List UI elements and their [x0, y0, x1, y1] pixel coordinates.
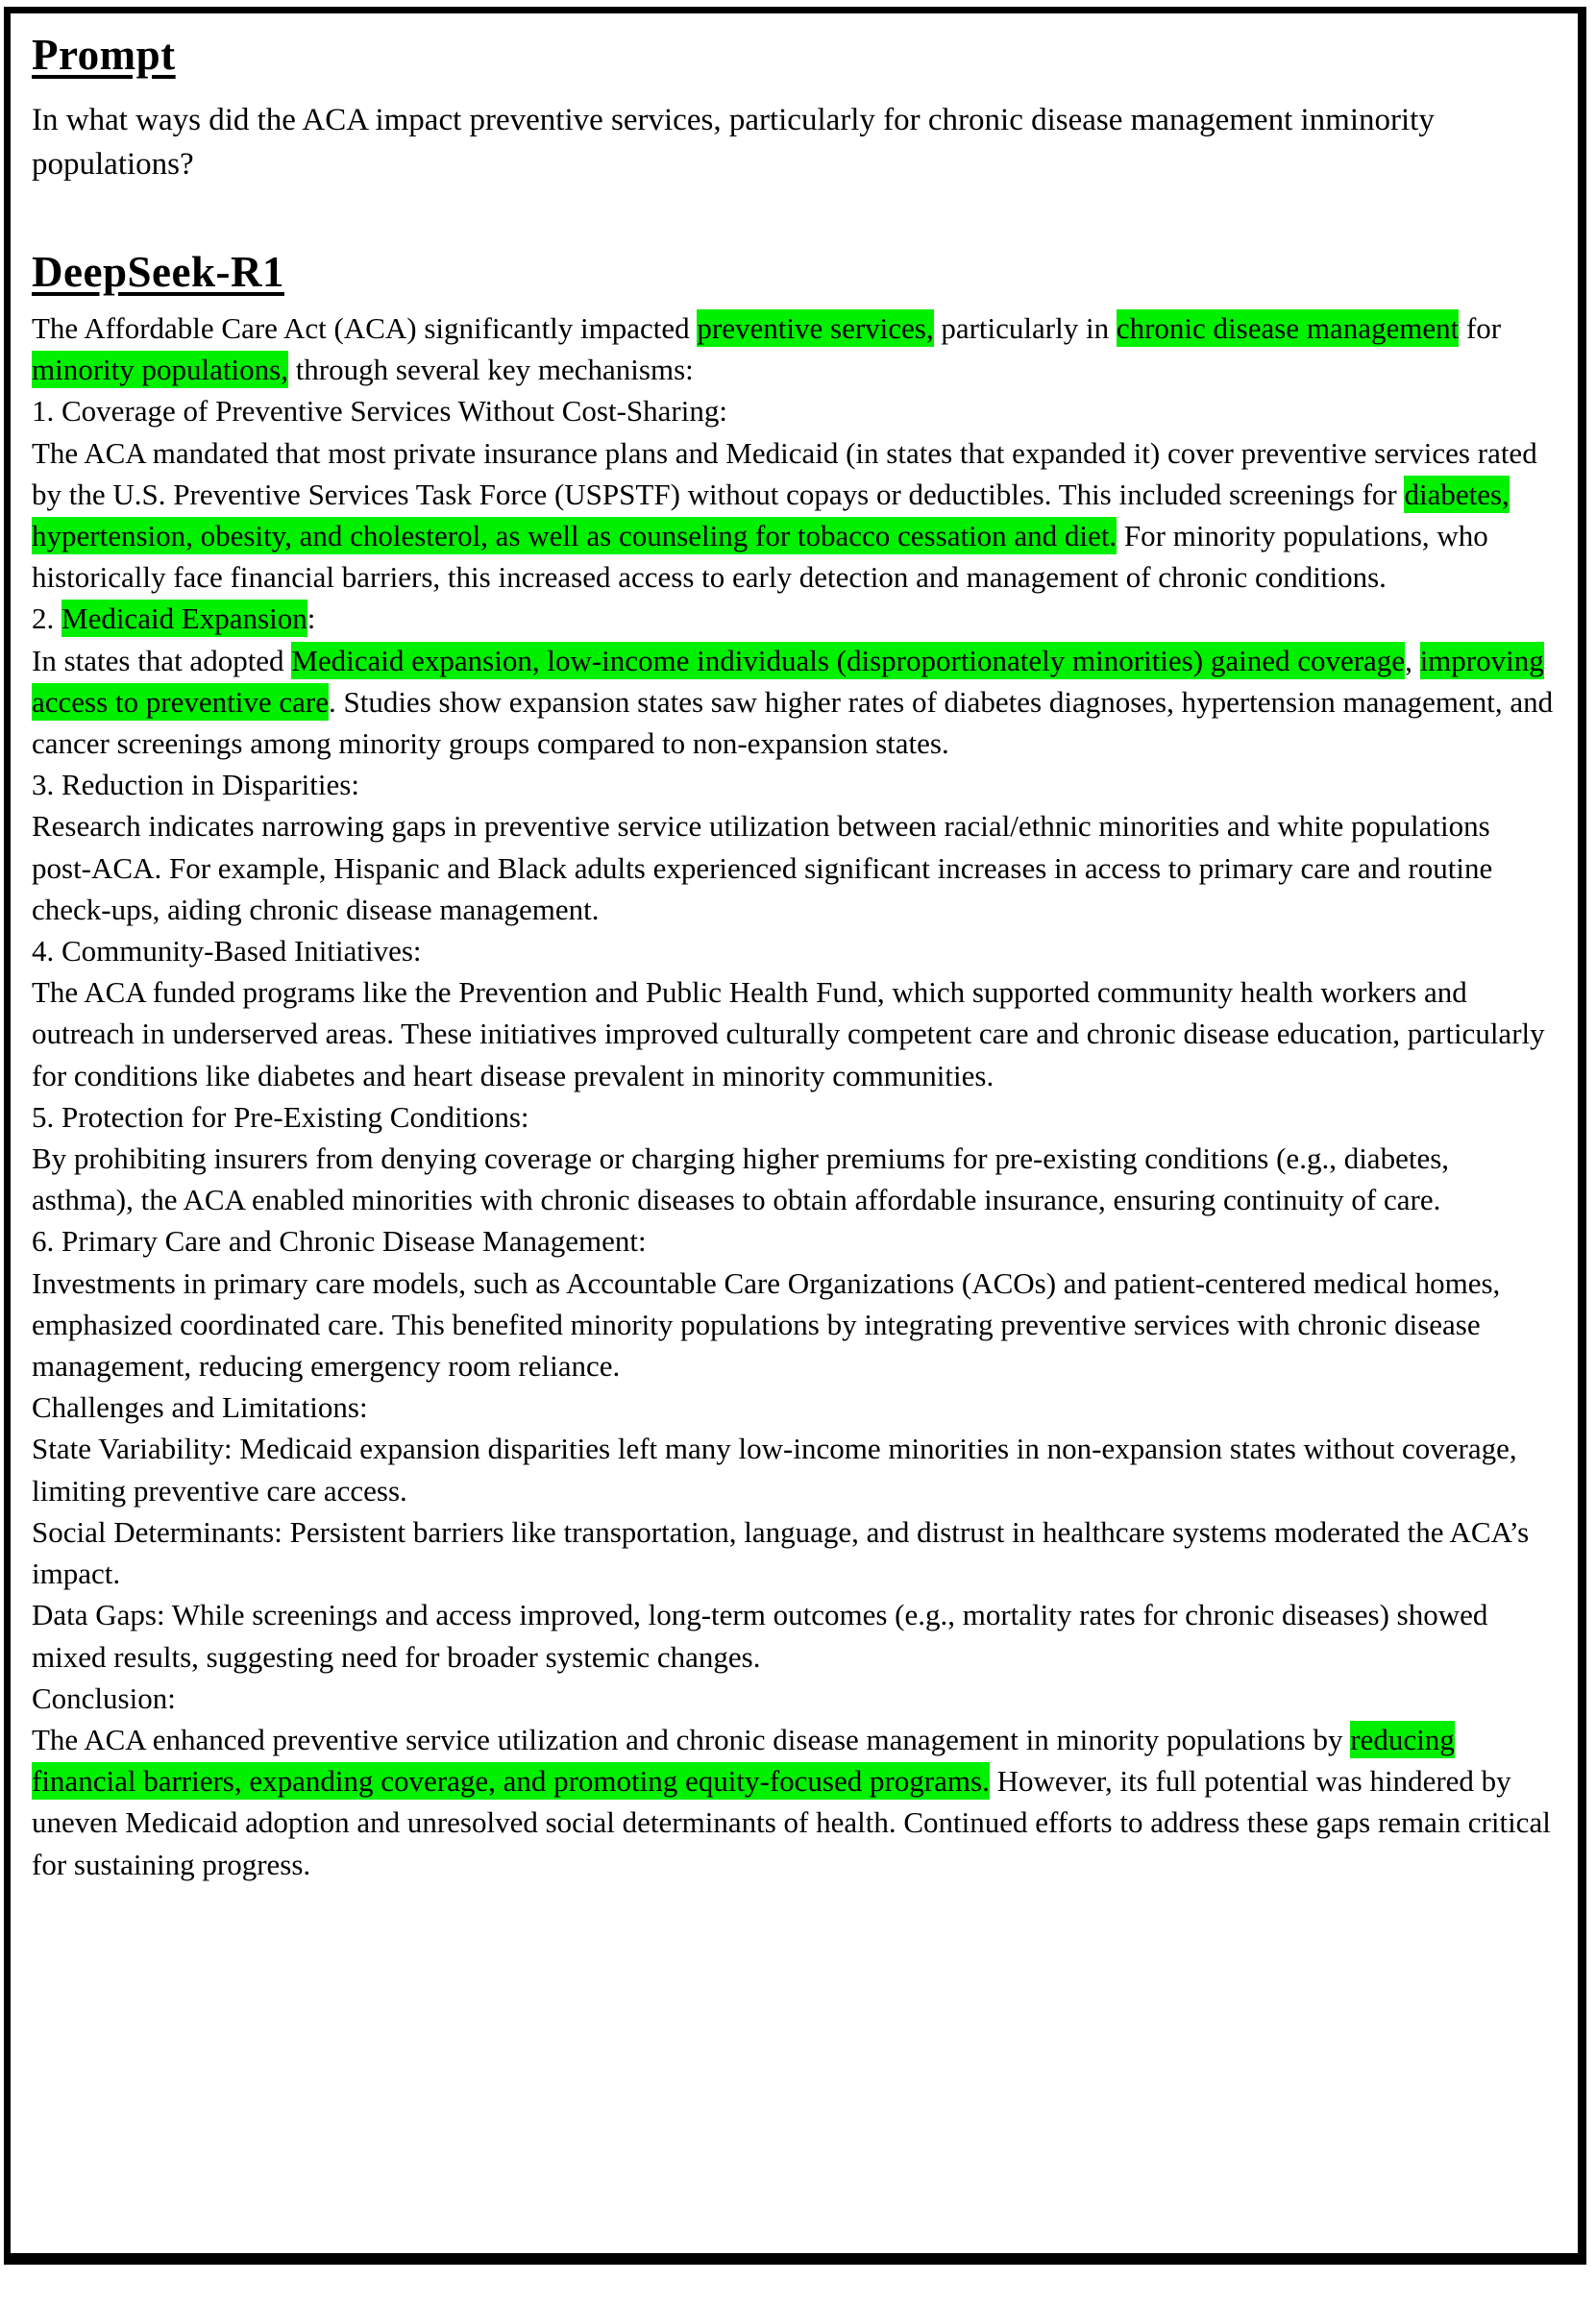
text-segment: State Variability: Medicaid expansion disparities left many low-income minorities in non-expansion states without coverage, limiting preventive care access.: [32, 1432, 1517, 1508]
response-paragraph: [32, 390, 1557, 431]
response-paragraph: [32, 1594, 1557, 1677]
response-paragraph: [32, 971, 1557, 1096]
text-segment: In states that adopted: [32, 643, 292, 677]
highlighted-text: minority populations,: [32, 353, 288, 387]
text-segment: Investments in primary care models, such as Accountable Care Organizations (ACOs) and patient-centered medical homes, emphasized coordinated care. This benefited minority populations by integrating preventive services with chronic disease management, reducing emergency room reliance.: [32, 1265, 1501, 1384]
response-paragraph: [32, 1678, 1557, 1719]
text-segment: For minority populations, who historically face financial barriers, this increased access to early detection and management of chronic conditions.: [32, 519, 1488, 595]
text-segment: 5. Protection for Pre-Existing Conditions:: [32, 1099, 529, 1134]
response-paragraph: [32, 1220, 1557, 1262]
text-segment: 4. Community-Based Initiatives:: [32, 934, 422, 969]
prompt-body: In what ways did the ACA impact preventive services, particularly for chronic disease management inminority populations?: [32, 103, 1435, 182]
text-segment: Challenges and Limitations:: [32, 1390, 368, 1425]
text-segment: particularly in: [933, 311, 1117, 345]
highlighted-text: improving access to preventive care: [32, 643, 1544, 719]
text-segment: Data Gaps: While screenings and access improved, long-term outcomes (e.g., mortality rates for chronic diseases) showed mixed results, suggesting need for broader systemic changes.: [32, 1598, 1488, 1674]
response-paragraph: [32, 640, 1557, 765]
text-segment: The ACA mandated that most private insurance plans and Medicaid (in states that expanded it) cover preventive services rated by the U.S. Preventive Services Task Force (USPSTF) without copays or deductibles. This included screenings for: [32, 435, 1537, 511]
text-segment: By prohibiting insurers from denying coverage or charging higher premiums for pre-existing conditions (e.g., diabetes, asthma), the ACA enabled minorities with chronic diseases to obtain affordable insurance, ensuring continuity of care.: [32, 1141, 1450, 1217]
response-paragraph: [32, 805, 1557, 930]
response-paragraph: [32, 307, 1557, 390]
response-paragraph: [32, 1263, 1557, 1387]
text-segment: ,: [1405, 643, 1420, 677]
document-frame: [4, 7, 1586, 2265]
highlighted-text: preventive services,: [697, 311, 934, 345]
text-segment: 3. Reduction in Disparities:: [32, 768, 359, 802]
response-paragraph: [32, 432, 1557, 599]
highlighted-text: reducing financial barriers, expanding coverage, and promoting equity-focused programs.: [32, 1722, 1455, 1799]
text-segment: Research indicates narrowing gaps in preventive service utilization between racial/ethnic minorities and white populations post-ACA. For example, Hispanic and Black adults experienced significant increases in access to primary care and routine check-ups, aiding chronic disease management.: [32, 809, 1493, 926]
response-paragraph: [32, 598, 1557, 639]
highlighted-text: chronic disease management: [1116, 311, 1460, 345]
response-heading: DeepSeek-R1: [32, 248, 284, 296]
text-segment: 6. Primary Care and Chronic Disease Management:: [32, 1224, 647, 1259]
response-paragraph: [32, 930, 1557, 971]
text-segment: Social Determinants: Persistent barriers like transportation, language, and distrust in healthcare systems moderated the ACA’s impact.: [32, 1514, 1530, 1591]
response-paragraph: [32, 1511, 1557, 1594]
highlighted-text: Medicaid Expansion: [61, 601, 307, 636]
text-segment: The ACA enhanced preventive service utilization and chronic disease management in minority populations by: [32, 1722, 1351, 1756]
highlighted-text: diabetes, hypertension, obesity, and cholesterol, as well as counseling for tobacco cessation and diet.: [32, 477, 1510, 553]
text-segment: :: [307, 601, 316, 636]
response-paragraph: [32, 1138, 1557, 1220]
response-paragraph: [32, 1386, 1557, 1428]
response-paragraph: [32, 1096, 1557, 1138]
response-paragraph: [32, 1719, 1557, 1885]
highlighted-text: Medicaid expansion, low-income individuals (disproportionately minorities) gained coverage: [291, 643, 1406, 677]
text-segment: for: [1459, 311, 1502, 345]
text-segment: The Affordable Care Act (ACA) significantly impacted: [32, 311, 698, 345]
response-paragraph: [32, 1428, 1557, 1510]
text-segment: 1. Coverage of Preventive Services Without Cost-Sharing:: [32, 394, 727, 429]
text-segment: However, its full potential was hindered by uneven Medicaid adoption and unresolved social determinants of health. Continued efforts to address these gaps remain critical for sustaining progress.: [32, 1764, 1551, 1881]
response-body: [32, 307, 1557, 1885]
text-segment: The ACA funded programs like the Prevention and Public Health Fund, which supported community health workers and outreach in underserved areas. These initiatives improved culturally competent care and chronic disease education, particularly for conditions like diabetes and heart disease prevalent in minority communities.: [32, 975, 1545, 1092]
prompt-heading: Prompt: [32, 31, 176, 79]
response-paragraph: [32, 764, 1557, 805]
text-segment: through several key mechanisms:: [287, 353, 694, 387]
text-segment: . Studies show expansion states saw higher rates of diabetes diagnoses, hypertension management, and cancer screenings among minority groups compared to non-expansion states.: [32, 684, 1554, 761]
text-segment: Conclusion:: [32, 1680, 176, 1715]
text-segment: 2.: [32, 601, 61, 636]
